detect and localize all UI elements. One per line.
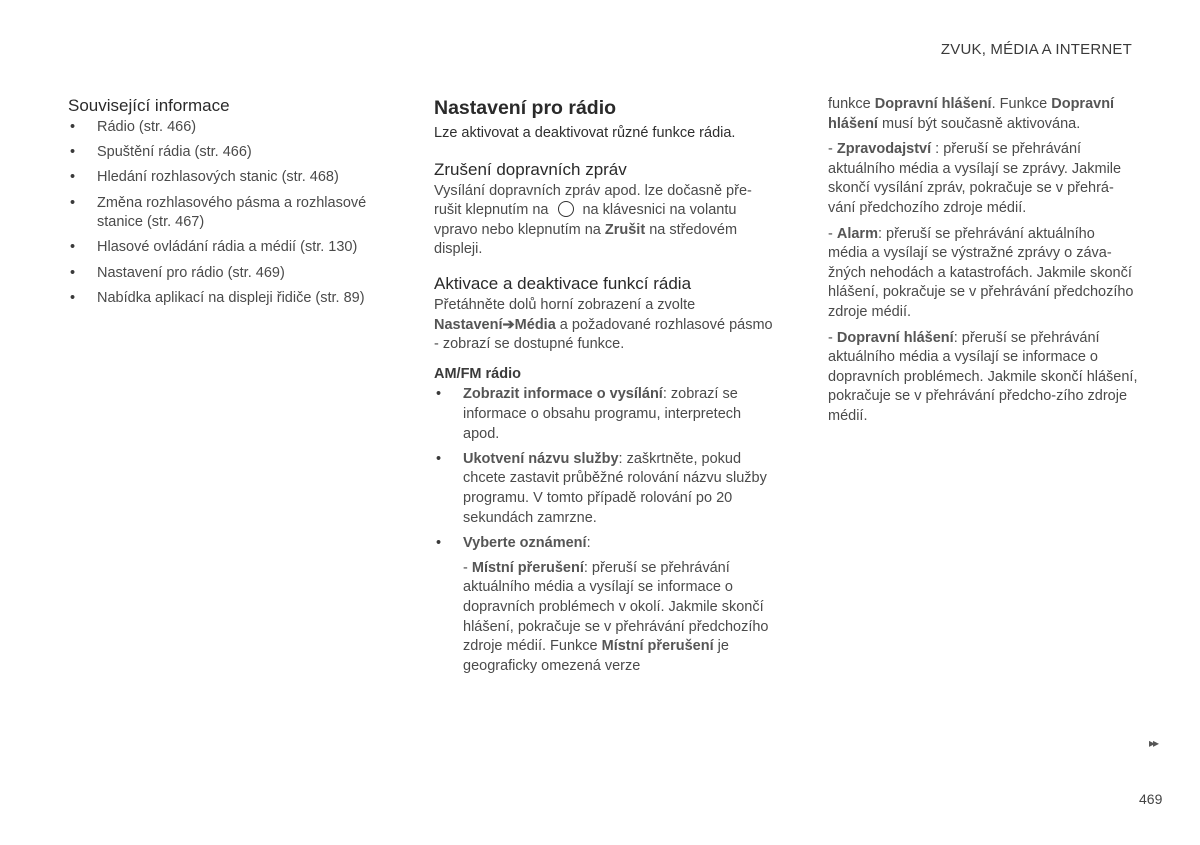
radio-settings-column: [434, 96, 774, 682]
cancel-traffic-heading: Zrušení dopravních zpráv: [434, 159, 627, 179]
amfm-options-list: [434, 385, 774, 553]
continue-arrow-icon: ▸▸: [1149, 736, 1158, 750]
alarm-announcement-text: - Alarm: přeruší se přehrávání aktuálního média a vysílají se výstražné zprávy o záva-žných nehodách a katastrofách. Jakmile skončí hlášení, pokračuje se v přehrávání předchozího zdroje médií.: [828, 225, 1134, 320]
intro-text: Lze aktivovat a deaktivovat různé funkce rádia.: [434, 125, 736, 141]
related-info-heading: Související informace: [68, 96, 230, 115]
path-settings: Nastavení: [434, 316, 503, 333]
page-number: 469: [1139, 791, 1163, 807]
amfm-heading: AM/FM rádio: [434, 365, 521, 382]
related-link-radio-settings[interactable]: • Nastavení pro rádio (str. 469): [68, 264, 398, 284]
local-interruption-text: - Místní přerušení: přeruší se přehrávání aktuálního média a vysílají se informace o dopravních problémech v okolí. Jakmile skončí hlášení, pokračuje se v přehrávání předchozího zdroje médií. Funkce Místní přerušení je geograficky omezená verze: [463, 559, 769, 674]
traffic-announcement-text: - Dopravní hlášení: přeruší se přehrávání aktuálního média a vysílají se informace o dopravních problémech. Jakmile skončí hlášení, pokračuje se v přehrávání předcho-zího zdroje médií.: [828, 329, 1138, 424]
page-title: Nastavení pro rádio: [434, 97, 617, 119]
path-media: Média: [514, 316, 556, 333]
related-link-change-band[interactable]: • Změna rozhlasového pásma a rozhlasové stanice (str. 467): [68, 194, 398, 233]
related-link-radio[interactable]: • Rádio (str. 466): [68, 118, 398, 138]
related-link-app-menu[interactable]: • Nabídka aplikací na displeji řidiče (str. 89): [68, 289, 398, 309]
activate-functions-heading: Aktivace a deaktivace funkcí rádia: [434, 273, 692, 293]
announcements-column: [828, 95, 1138, 433]
related-link-start-radio[interactable]: • Spuštění rádia (str. 466): [68, 143, 398, 163]
related-info-column: [68, 96, 398, 314]
related-link-voice-control[interactable]: • Hlasové ovládání rádia a médií (str. 130): [68, 238, 398, 258]
option-show-broadcast-info: • Zobrazit informace o vysílání: zobrazí se informace o obsahu programu, interpretech apod.: [434, 385, 774, 444]
activate-functions-text: Přetáhněte dolů horní zobrazení a zvolte Nastavení➔Média a požadované rozhlasové pásmo - zobrazí se dostupné funkce.: [434, 296, 773, 353]
related-info-list: [68, 118, 398, 308]
related-link-search-stations[interactable]: • Hledání rozhlasových stanic (str. 468): [68, 168, 398, 188]
section-header: ZVUK, MÉDIA A INTERNET: [940, 41, 1132, 58]
news-announcement-text: - Zpravodajství : přeruší se přehrávání aktuálního média a vysílají se zprávy. Jakmile skončí vysílání zpráv, pokračuje se v přehrá-vání předchozího zdroje médií.: [828, 141, 1122, 216]
cancel-traffic-text: Vysílání dopravních zpráv apod. lze dočasně pře- rušit klepnutím na na klávesnici na volantu vpravo nebo klepnutím na Zrušit na středovém displeji.: [434, 182, 752, 258]
traffic-info-continuation: funkce Dopravní hlášení. Funkce Dopravní hlášení musí být současně aktivována.: [828, 96, 1115, 132]
steering-wheel-button-icon: [558, 201, 574, 217]
option-select-announcements: • Vyberte oznámení:: [434, 534, 774, 554]
option-anchor-service-name: • Ukotvení názvu služby: zaškrtněte, pokud chcete zastavit průběžné rolování názvu služby programu. V tomto případě rolování po 20 sekundách zamrzne.: [434, 450, 774, 528]
arrow-right-icon: ➔: [502, 316, 515, 333]
